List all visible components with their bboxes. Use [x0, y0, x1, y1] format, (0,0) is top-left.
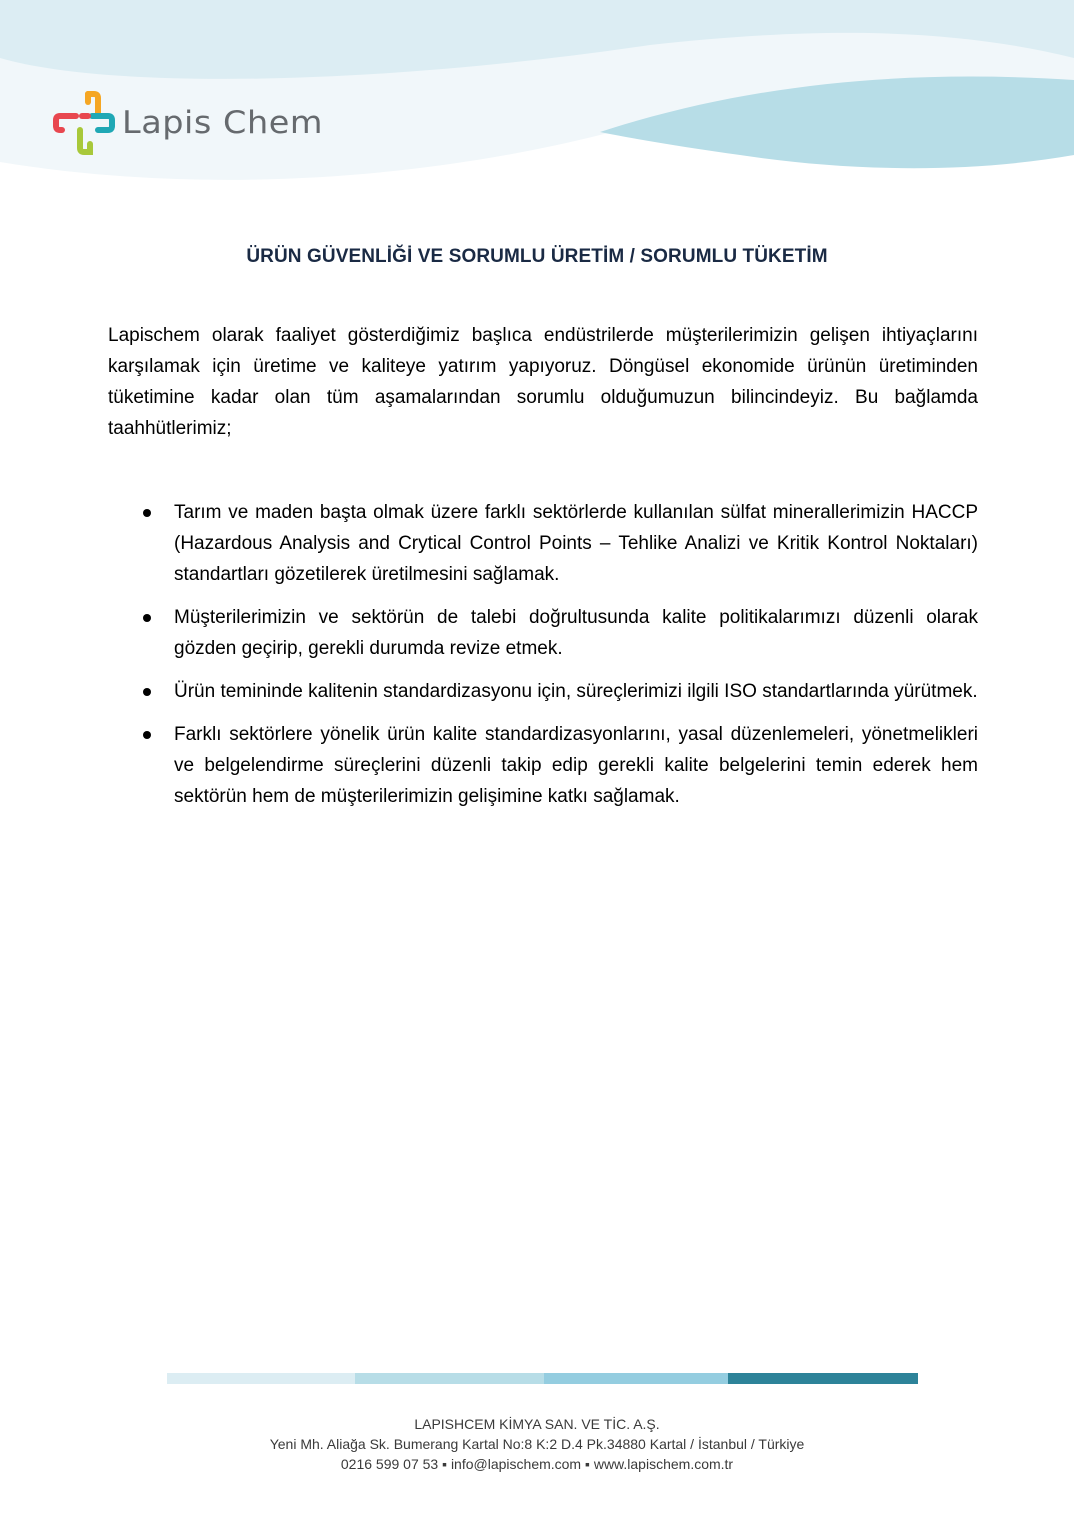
footer-address: Yeni Mh. Aliağa Sk. Bumerang Kartal No:8 K:2 D.4 Pk.34880 Kartal / İstanbul / Türkiye: [269, 1436, 805, 1452]
commitment-text: Farklı sektörlere yönelik ürün kalite standardizasyonlarını, yasal düzenlemeleri, yönetmelikleri ve belgelendirme süreçlerini düzenli takip edip gerekli kalite belgelerini temin ederek hem sektörün hem de müşterilerimizin gelişimine katkı sağlamak.: [174, 724, 978, 807]
commitment-item: [108, 719, 978, 812]
bullet-icon: [143, 731, 151, 739]
footer-company: LAPISHCEM KİMYA SAN. VE TİC. A.Ş.: [414, 1416, 660, 1432]
commitment-text: Tarım ve maden başta olmak üzere farklı sektörlerde kullanılan sülfat minerallerimizin HACCP (Hazardous Analysis and Crytical Control Points – Tehlike Analizi ve Kritik Kontrol Noktaları) standartları gözetilerek üretilmesini sağlamak.: [174, 502, 978, 585]
logo-wordmark: Lapis Chem: [122, 105, 324, 141]
document-title: ÜRÜN GÜVENLİĞİ VE SORUMLU ÜRETİM / SORUMLU TÜKETİM: [246, 246, 828, 267]
commitments-list: [108, 497, 978, 824]
footer-color-bar: [167, 1373, 918, 1384]
bullet-icon: [143, 688, 151, 696]
bullet-icon: [143, 614, 151, 622]
commitment-text: Ürün temininde kalitenin standardizasyonu için, süreçlerimizi ilgili ISO standartlarında yürütmek.: [174, 681, 978, 702]
commitment-item: [108, 602, 978, 664]
footer: [0, 1414, 1074, 1474]
cross-knot-logo-icon: [52, 90, 116, 156]
footer-bar-segment: [728, 1373, 918, 1384]
brand-logo: [52, 90, 324, 156]
intro-paragraph: Lapischem olarak faaliyet gösterdiğimiz başlıca endüstrilerde müşterilerimizin gelişen ihtiyaçlarını karşılamak için üretime ve kaliteye yatırım yapıyoruz. Döngüsel ekonomide ürünün üretiminden tüketimine kadar olan tüm aşamalarından sorumlu olduğumuzun bilincindeyiz. Bu bağlamda taahhütlerimiz;: [108, 325, 978, 439]
footer-bar-segment: [544, 1373, 728, 1384]
footer-contact: 0216 599 07 53 ▪ info@lapischem.com ▪ www.lapischem.com.tr: [340, 1456, 734, 1472]
commitment-item: [108, 497, 978, 590]
footer-bar-segment: [355, 1373, 544, 1384]
commitment-text: Müşterilerimizin ve sektörün de talebi doğrultusunda kalite politikalarımızı düzenli olarak gözden geçirip, gerekli durumda revize etmek.: [174, 607, 978, 659]
footer-bar-segment: [167, 1373, 355, 1384]
bullet-icon: [143, 509, 151, 517]
commitment-item: [108, 676, 978, 707]
